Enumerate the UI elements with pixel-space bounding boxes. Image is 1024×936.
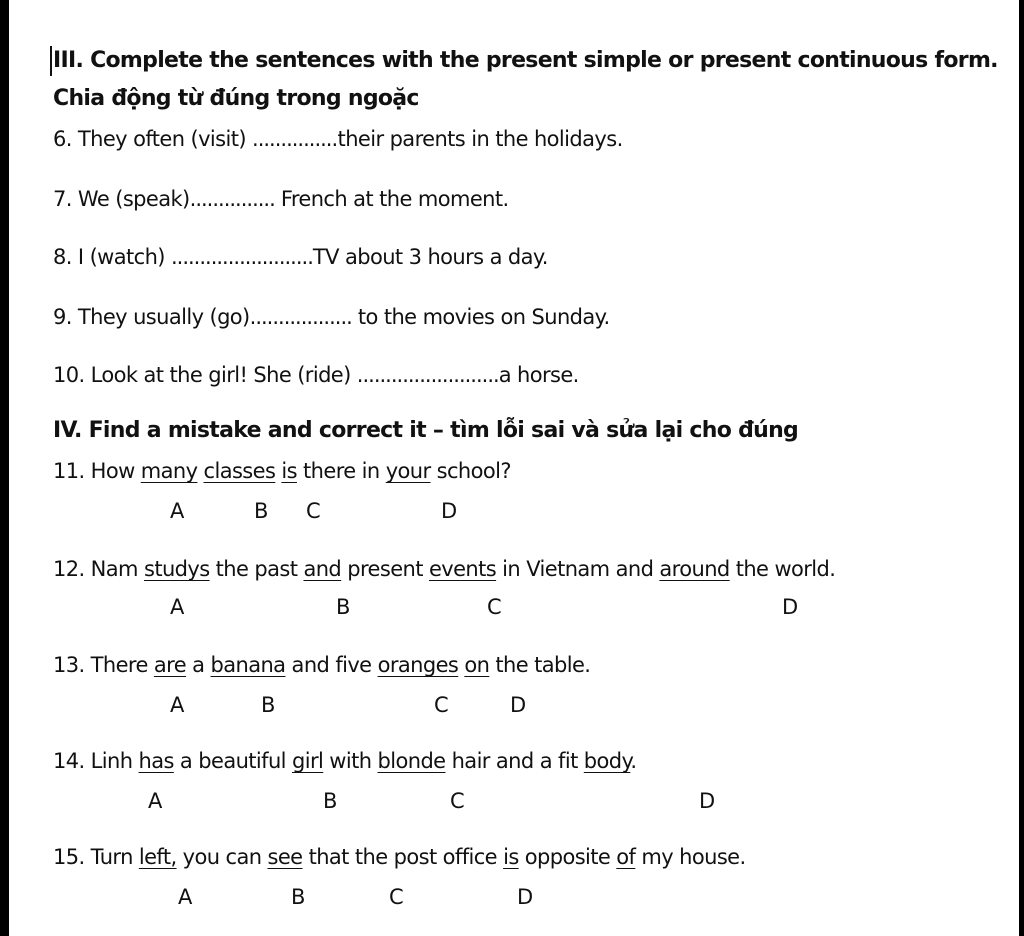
option-b-word: and: [303, 557, 342, 581]
question-text: the table.: [489, 653, 591, 677]
question-text: hair and a fit: [445, 749, 584, 773]
option-label-c: C: [434, 693, 449, 717]
question-text: present: [341, 557, 429, 581]
option-label-a: A: [170, 595, 185, 619]
question-text: .their parents in the holidays.: [331, 127, 623, 151]
option-d-word: around: [659, 557, 730, 581]
option-c-word: blonde: [377, 749, 446, 773]
question-text: to the movies on Sunday.: [351, 305, 610, 329]
answer-blank[interactable]: ..............: [252, 127, 332, 151]
option-label-c: C: [389, 885, 404, 909]
question-text: 12. Nam: [53, 557, 144, 581]
option-label-c: C: [450, 789, 465, 813]
option-label-b: B: [291, 885, 306, 909]
option-label-b: B: [323, 789, 338, 813]
question-12: [53, 554, 835, 584]
option-label-d: D: [441, 499, 458, 523]
answer-blank[interactable]: .........................: [356, 363, 499, 387]
question-9: [53, 302, 610, 332]
option-label-a: A: [178, 885, 193, 909]
question-text: 8. I (watch): [53, 245, 171, 269]
question-text: a beautiful: [173, 749, 292, 773]
question-text: that the post office: [302, 845, 504, 869]
option-c-word: is: [503, 845, 519, 869]
question-text: the world.: [729, 557, 836, 581]
question-text: you can: [176, 845, 268, 869]
option-label-b: B: [336, 595, 351, 619]
question-text: 6. They often (visit): [53, 127, 253, 151]
question-text: opposite: [518, 845, 617, 869]
option-b-word: girl: [291, 749, 324, 773]
question-text: there in: [296, 459, 386, 483]
question-13: [53, 650, 590, 680]
option-label-a: A: [148, 789, 163, 813]
question-text: French at the moment.: [274, 187, 509, 211]
answer-blank[interactable]: .........................: [170, 245, 313, 269]
question-text: 15. Turn: [53, 845, 139, 869]
option-c-word: is: [281, 459, 297, 483]
answer-blank[interactable]: ..................: [249, 305, 352, 329]
option-label-d: D: [782, 595, 799, 619]
question-text: a: [186, 653, 211, 677]
text-cursor: [50, 46, 52, 76]
question-15: [53, 842, 746, 872]
option-label-d: D: [699, 789, 716, 813]
answer-blank[interactable]: ...............: [189, 187, 275, 211]
worksheet: [9, 0, 1019, 936]
option-a-word: studys: [143, 557, 210, 581]
question-6: [53, 124, 623, 154]
option-a-word: many: [140, 459, 198, 483]
option-label-b: B: [254, 499, 269, 523]
option-label-a: A: [170, 693, 185, 717]
question-text: TV about 3 hours a day.: [312, 245, 548, 269]
question-text: and five: [285, 653, 378, 677]
option-d-word: your: [385, 459, 431, 483]
question-text: .: [630, 749, 637, 773]
option-c-word: oranges: [377, 653, 459, 677]
option-d-word: on: [464, 653, 490, 677]
option-a-word: has: [138, 749, 174, 773]
option-b-word: see: [267, 845, 303, 869]
question-text: a horse.: [498, 363, 579, 387]
section-3-subtitle: Chia động từ đúng trong ngoặc: [53, 86, 419, 111]
option-label-b: B: [261, 693, 276, 717]
question-8: [53, 242, 548, 272]
option-a-word: are: [153, 653, 187, 677]
question-text: school?: [430, 459, 511, 483]
question-text: 11. How: [53, 459, 141, 483]
option-b-word: banana: [210, 653, 286, 677]
question-7: [53, 184, 509, 214]
option-c-word: events: [428, 557, 497, 581]
option-label-c: C: [306, 499, 321, 523]
option-b-word: classes: [203, 459, 276, 483]
question-text: 9. They usually (go): [53, 305, 250, 329]
option-label-c: C: [487, 595, 502, 619]
question-text: 14. Linh: [53, 749, 139, 773]
question-text: 7. We (speak): [53, 187, 190, 211]
option-label-d: D: [517, 885, 534, 909]
option-label-d: D: [510, 693, 527, 717]
question-text: in Vietnam and: [496, 557, 660, 581]
question-text: 10. Look at the girl! She (ride): [53, 363, 357, 387]
question-text: with: [323, 749, 378, 773]
section-4-title: IV. Find a mistake and correct it – tìm lỗi sai và sửa lại cho đúng: [53, 418, 799, 443]
section-3-title: III. Complete the sentences with the present simple or present continuous form.: [53, 48, 998, 73]
option-a-word: left,: [138, 845, 177, 869]
option-d-word: body: [583, 749, 631, 773]
question-11: [53, 456, 511, 486]
question-10: [53, 360, 579, 390]
question-text: my house.: [635, 845, 746, 869]
question-text: the past: [209, 557, 304, 581]
question-14: [53, 746, 636, 776]
option-label-a: A: [170, 499, 185, 523]
option-d-word: of: [616, 845, 636, 869]
question-text: 13. There: [53, 653, 154, 677]
